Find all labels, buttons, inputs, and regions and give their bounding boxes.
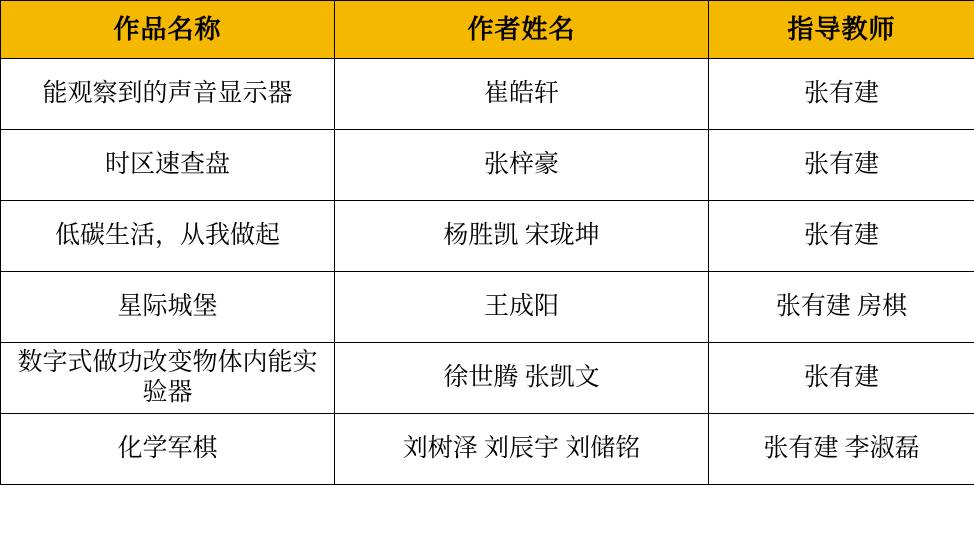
cell-author-name: 徐世腾 张凯文 [335, 343, 709, 414]
cell-work-name: 化学军棋 [1, 414, 335, 485]
cell-work-name: 数字式做功改变物体内能实验器 [1, 343, 335, 414]
cell-advisor-teacher: 张有建 [709, 343, 974, 414]
cell-work-name: 星际城堡 [1, 272, 335, 343]
cell-advisor-teacher: 张有建 李淑磊 [709, 414, 974, 485]
cell-advisor-teacher: 张有建 房棋 [709, 272, 974, 343]
table-row [1, 201, 974, 272]
cell-author-name: 刘树泽 刘辰宇 刘储铭 [335, 414, 709, 485]
column-header-advisor-teacher: 指导教师 [709, 1, 974, 59]
cell-author-name: 王成阳 [335, 272, 709, 343]
table-row [1, 343, 974, 414]
table-row [1, 130, 974, 201]
cell-work-name: 能观察到的声音显示器 [1, 59, 335, 130]
column-header-author-name: 作者姓名 [335, 1, 709, 59]
table-header [1, 1, 974, 59]
cell-work-name: 时区速查盘 [1, 130, 335, 201]
cell-author-name: 崔皓轩 [335, 59, 709, 130]
table-body [1, 59, 974, 485]
column-header-work-name: 作品名称 [1, 1, 335, 59]
table-header-row [1, 1, 974, 59]
cell-author-name: 杨胜凯 宋珑坤 [335, 201, 709, 272]
cell-advisor-teacher: 张有建 [709, 130, 974, 201]
cell-advisor-teacher: 张有建 [709, 201, 974, 272]
table-row [1, 414, 974, 485]
cell-author-name: 张梓豪 [335, 130, 709, 201]
table-row [1, 272, 974, 343]
cell-advisor-teacher: 张有建 [709, 59, 974, 130]
table-row [1, 59, 974, 130]
cell-work-name: 低碳生活，从我做起 [1, 201, 335, 272]
